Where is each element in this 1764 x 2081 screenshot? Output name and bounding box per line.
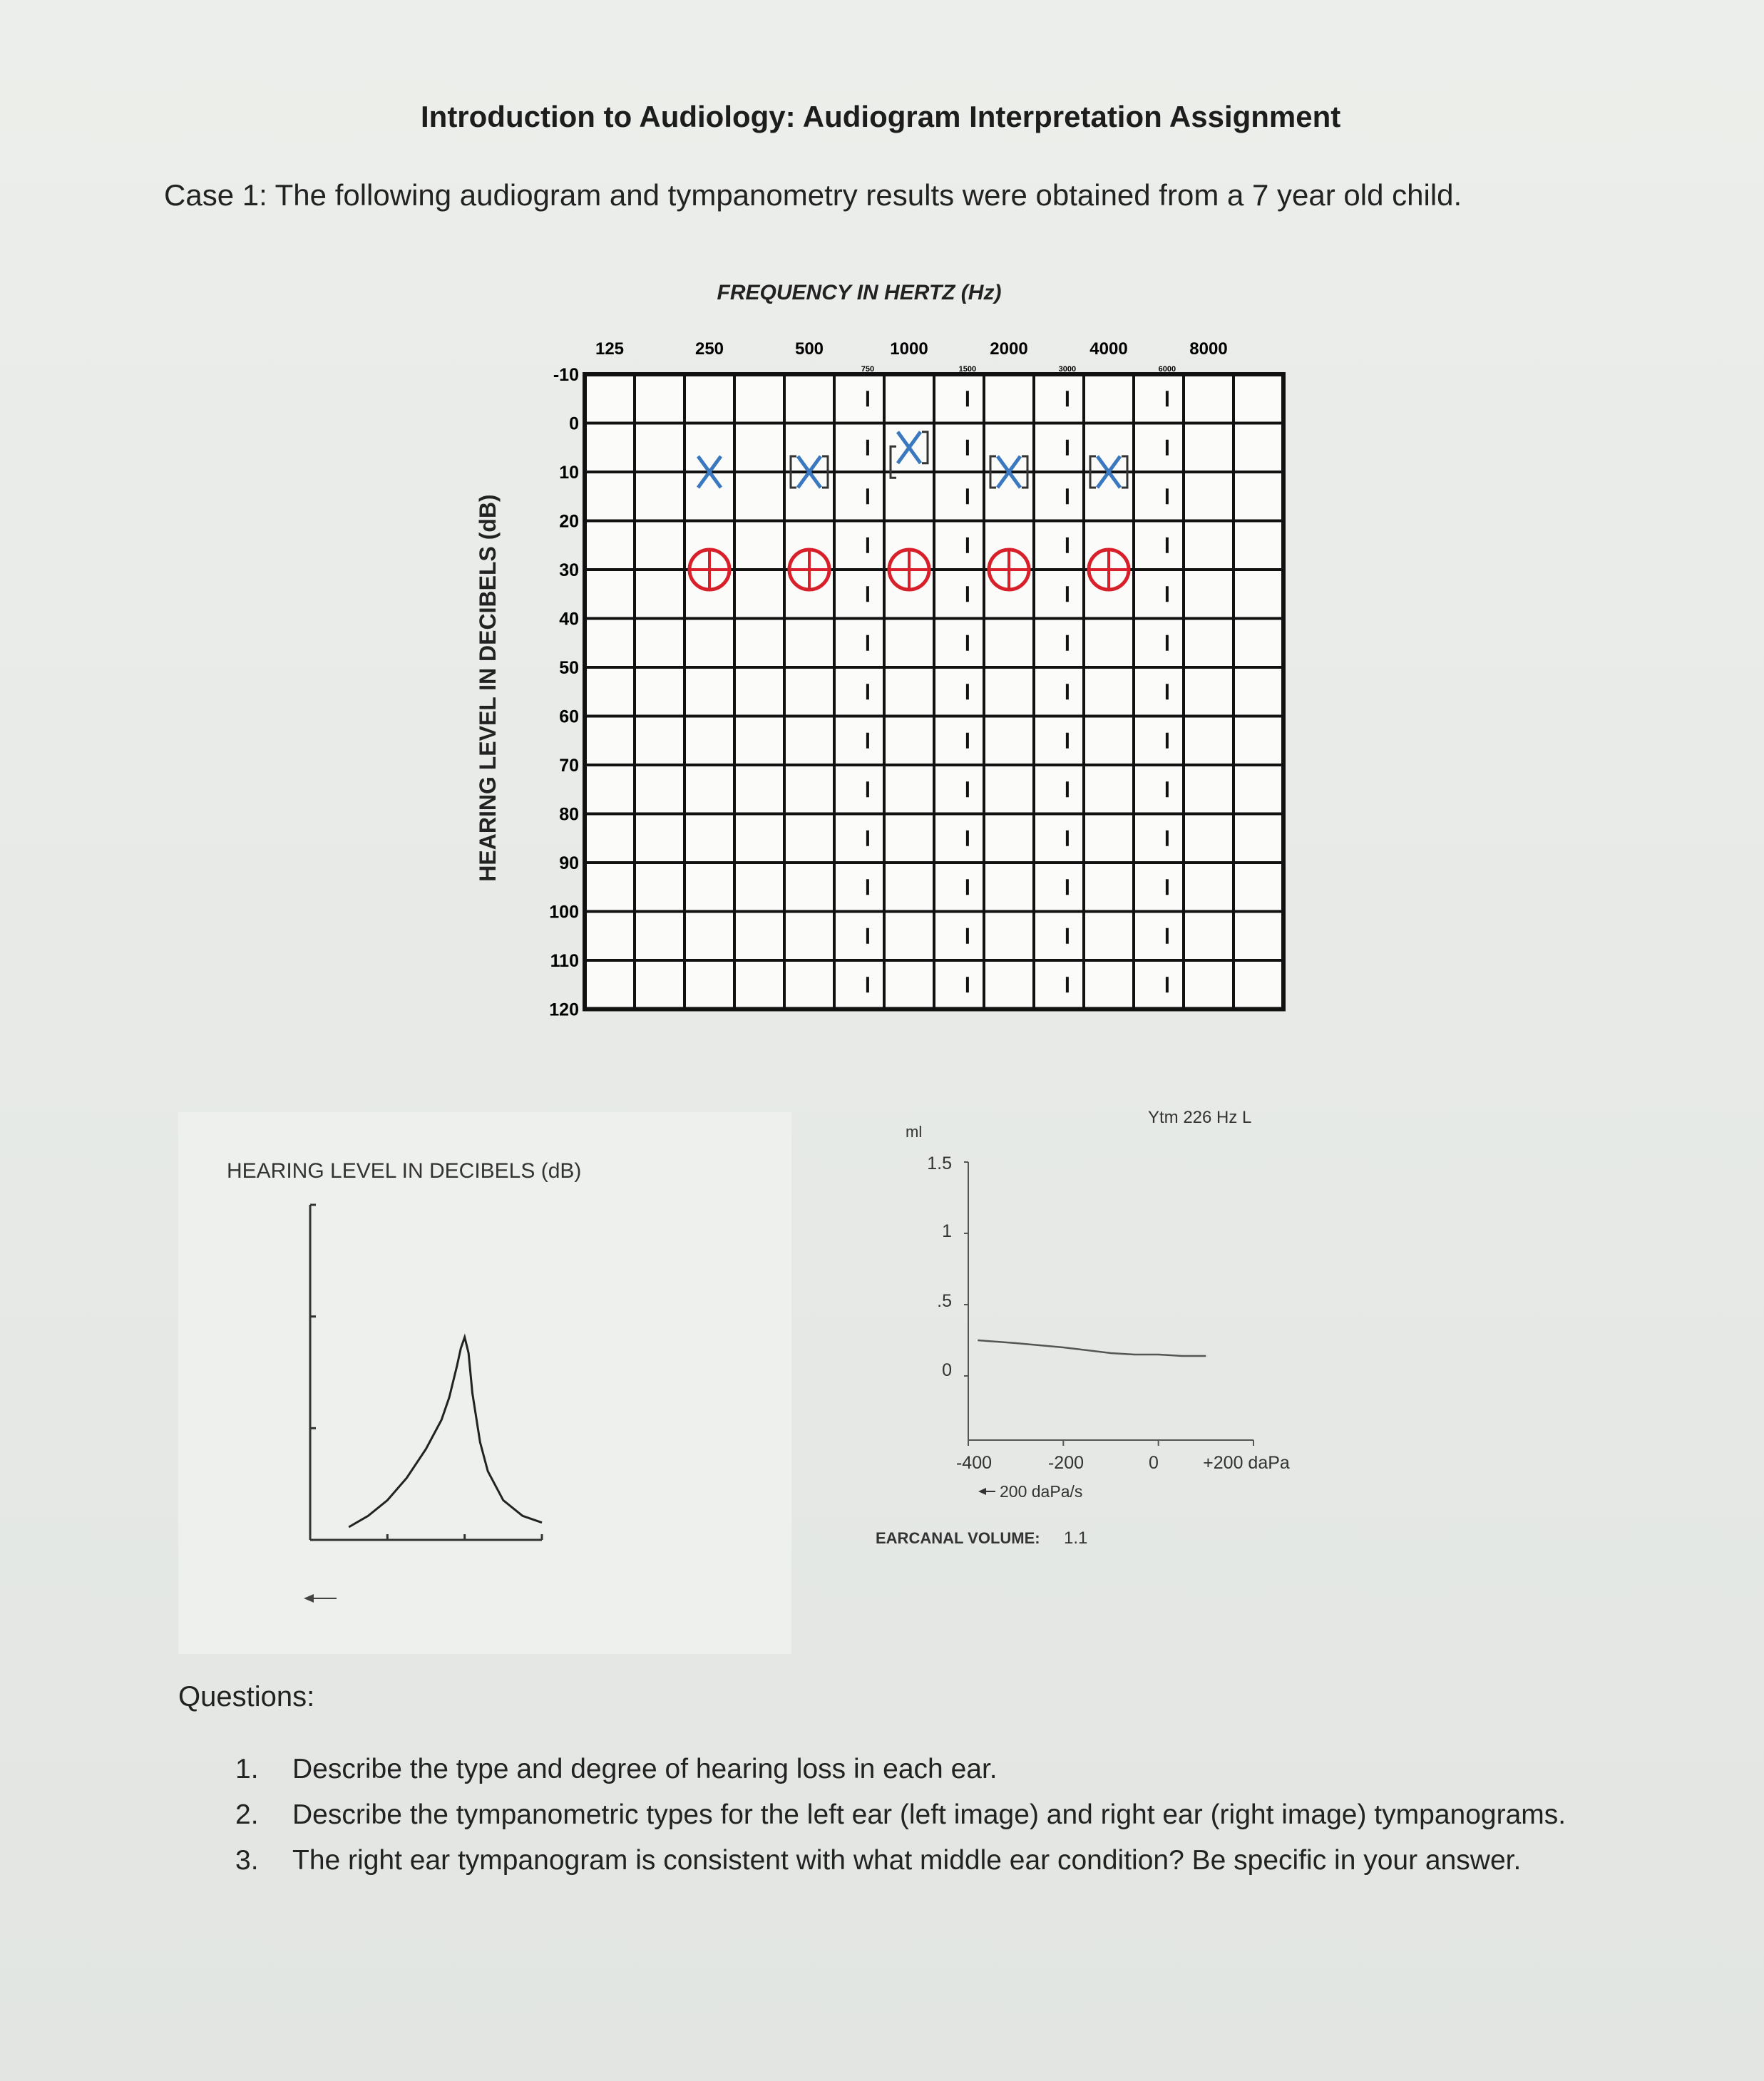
db-tick: 80 — [559, 804, 579, 825]
page-title: Introduction to Audiology: Audiogram Interpretation Assignment — [421, 100, 1341, 133]
db-tick: 60 — [559, 706, 579, 727]
left-tympanogram-panel — [178, 1112, 791, 1654]
rt-probe-label: Ytm 226 Hz L — [1148, 1108, 1252, 1127]
rt-axes — [964, 1162, 1253, 1446]
tymp-arrow-icon — [304, 1594, 337, 1603]
questions-heading: Questions: — [178, 1681, 315, 1712]
case-description: Case 1: The following audiogram and tympanometry results were obtained from a 7 year old child. — [164, 178, 1462, 212]
rt-x-tick: -400 — [955, 1453, 993, 1473]
tymp-axes — [310, 1205, 542, 1540]
half-freq-tick-3000: 3000 — [1058, 365, 1077, 374]
db-tick: 120 — [549, 1000, 579, 1020]
rt-y-tick: .5 — [937, 1291, 952, 1311]
question-text: Describe the type and degree of hearing loss in each ear. — [292, 1754, 998, 1784]
freq-tick-250: 250 — [694, 339, 724, 359]
rt-x-tick: +200 daPa — [1203, 1453, 1290, 1473]
level-axis-label: HEARING LEVEL IN DECIBELS (dB) — [475, 494, 501, 882]
freq-tick-8000: 8000 — [1189, 339, 1228, 359]
rt-y-tick: 0 — [942, 1360, 952, 1380]
rt-y-tick: 1.5 — [927, 1153, 952, 1173]
rt-arrow-icon — [978, 1488, 995, 1495]
question-item — [235, 1838, 1590, 1884]
rt-ml-label: ml — [906, 1123, 923, 1141]
rt-x-tick: -200 — [1047, 1453, 1084, 1473]
freq-tick-500: 500 — [794, 339, 824, 359]
left-tympanogram — [178, 1112, 791, 1654]
rt-y-tick: 1 — [942, 1221, 952, 1241]
half-freq-tick-750: 750 — [861, 365, 875, 374]
question-number: 2. — [235, 1799, 259, 1830]
right-tympanogram — [863, 1098, 1362, 1654]
freq-tick-125: 125 — [595, 339, 625, 359]
question-text: Describe the tympanometric types for the left ear (left image) and right ear (right image) tympanograms. — [292, 1799, 1566, 1830]
audiogram-grid — [585, 374, 1283, 1009]
db-tick: 0 — [569, 413, 579, 434]
db-tick: 10 — [559, 463, 579, 483]
freq-tick-2000: 2000 — [990, 339, 1028, 359]
audiogram — [463, 271, 1319, 1055]
rt-curve — [978, 1340, 1206, 1356]
db-tick: -10 — [553, 365, 579, 385]
half-freq-tick-1500: 1500 — [958, 365, 977, 374]
frequency-axis-label: FREQUENCY IN HERTZ (Hz) — [717, 281, 1002, 304]
db-tick: 110 — [550, 951, 579, 971]
half-freq-tick-6000: 6000 — [1158, 365, 1176, 374]
db-tick: 50 — [559, 658, 579, 678]
rt-x-tick: 0 — [1149, 1453, 1159, 1473]
db-tick: 100 — [549, 902, 579, 923]
rt-rate-label: 200 daPa/s — [1000, 1482, 1083, 1501]
questions-list — [235, 1747, 1590, 1884]
question-item — [235, 1792, 1590, 1838]
tymp-ml-label: HEARING LEVEL IN DECIBELS (dB) — [227, 1159, 582, 1183]
question-number: 1. — [235, 1754, 259, 1784]
db-tick: 40 — [559, 609, 579, 630]
rt-earcanal-label: EARCANAL VOLUME: — [876, 1529, 1040, 1547]
question-number: 3. — [235, 1845, 259, 1876]
question-text: The right ear tympanogram is consistent with what middle ear condition? Be specific in your answer. — [292, 1845, 1522, 1876]
question-item — [235, 1747, 1590, 1792]
db-tick: 30 — [559, 560, 579, 580]
rt-earcanal-value: 1.1 — [1064, 1528, 1088, 1548]
db-tick: 70 — [559, 756, 579, 776]
db-tick: 20 — [559, 511, 579, 532]
freq-tick-1000: 1000 — [890, 339, 928, 359]
tymp-curve — [349, 1337, 542, 1527]
db-tick: 90 — [559, 853, 579, 873]
freq-tick-4000: 4000 — [1089, 339, 1128, 359]
